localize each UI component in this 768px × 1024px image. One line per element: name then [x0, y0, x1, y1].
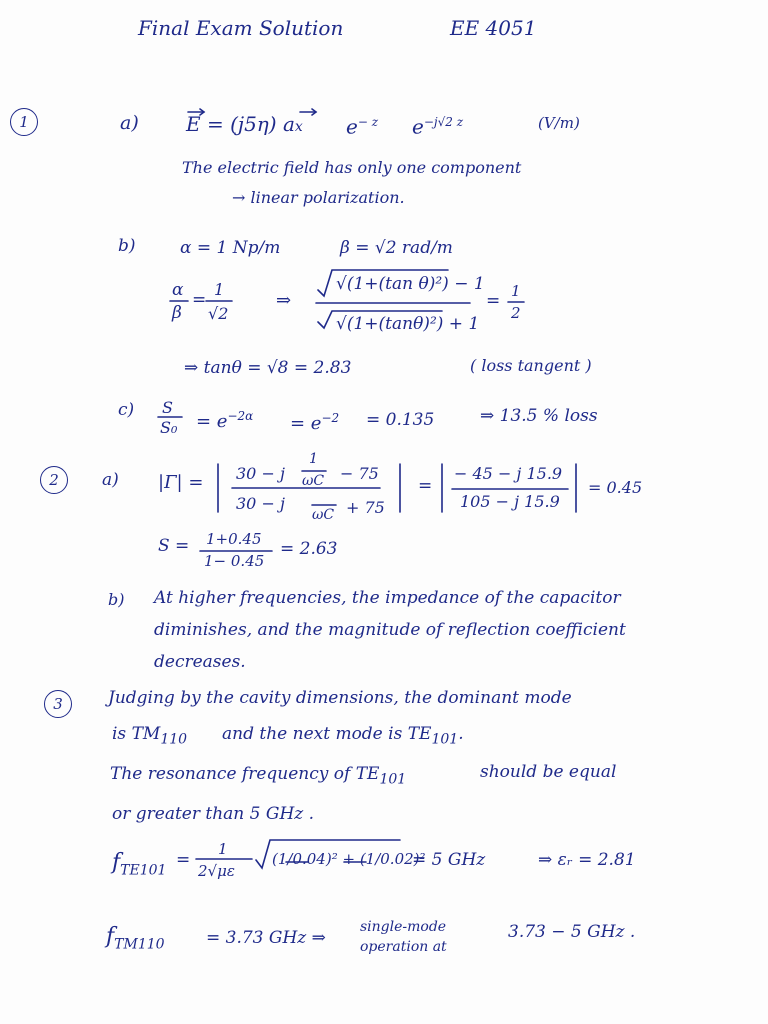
ratio-rhs-num: 1: [214, 280, 225, 299]
half-num: 1: [511, 282, 521, 300]
gamma-value: = 0.45: [588, 478, 643, 497]
f-tm: $f_{TM110}$: [106, 924, 165, 953]
implies-arrow: ⇒: [276, 290, 292, 311]
ratio-den: β: [172, 303, 182, 323]
s-lhs: S =: [158, 536, 190, 556]
s-den: 1− 0.45: [204, 552, 265, 570]
beta-value: β = √2 rad/m: [340, 238, 453, 258]
exp-expr-2: = $e^{-2}$: [290, 411, 340, 434]
epsilon-result: ⇒ εᵣ = 2.81: [538, 850, 636, 870]
exponent-1: $e^{- z}$: [346, 114, 379, 139]
exponent-2: $e^{-j√2 z}$: [412, 114, 464, 139]
course-code: EE 4051: [450, 16, 537, 40]
loss-tangent-note: ( loss tangent ): [470, 356, 592, 375]
num1-frac-den: ωC: [302, 473, 325, 489]
text-line: The resonance frequency of $TE_{101}$: [110, 764, 407, 788]
s-ratio-den: S₀: [160, 418, 178, 437]
num1-tail: − 75: [340, 464, 379, 483]
swr-value: = 2.63: [280, 539, 338, 559]
tan-result: ⇒ tanθ = √8 = 2.83: [184, 358, 352, 378]
frequency-range: 3.73 − 5 GHz .: [508, 922, 636, 942]
fraction-numerator: √(1+(tan θ)²) − 1: [336, 274, 485, 294]
note-line: → linear polarization.: [232, 188, 405, 207]
fraction-denominator: √(1+(tanθ)²) + 1: [336, 314, 480, 334]
den1: 30 − j: [236, 494, 285, 513]
f-te: $f_{TE101}$: [112, 850, 167, 879]
half-den: 2: [511, 304, 521, 322]
f-te-num: 1: [218, 840, 228, 858]
note-line: The electric field has only one component: [182, 158, 522, 177]
num1-frac-num: 1: [309, 451, 318, 467]
part-label: a): [102, 470, 119, 490]
field-equation: E = (j5η) ax: [186, 112, 303, 136]
attenuation-value: = 0.135: [366, 410, 435, 430]
f-te-den: 2√με: [198, 862, 235, 880]
text-line: is $TM_{110}$: [112, 724, 188, 748]
part-label: b): [108, 590, 125, 609]
f-te-value: = 5 GHz: [412, 850, 486, 870]
ratio-rhs-den: √2: [208, 304, 229, 323]
s-ratio-num: S: [162, 398, 173, 417]
page-title: Final Exam Solution: [138, 16, 344, 40]
num2: − 45 − j 15.9: [454, 464, 563, 483]
text-line: or greater than 5 GHz .: [112, 804, 315, 824]
explanation-line: diminishes, and the magnitude of reflection coefficient: [154, 620, 626, 640]
alpha-value: α = 1 Np/m: [180, 238, 281, 258]
equals: =: [176, 850, 191, 870]
explanation-line: decreases.: [154, 652, 246, 672]
part-label: b): [118, 236, 136, 256]
explanation-line: At higher frequencies, the impedance of the capacitor: [154, 588, 621, 608]
equals: =: [486, 291, 501, 311]
text-line: Judging by the cavity dimensions, the dominant mode: [108, 688, 572, 708]
units: (V/m): [538, 114, 580, 132]
loss-result: ⇒ 13.5 % loss: [480, 406, 598, 426]
gamma-lhs: |Γ| =: [158, 472, 204, 493]
f-te-root: (1/0.04)² + (1/0.02)²: [272, 850, 426, 868]
problem-number: 1: [10, 108, 38, 136]
f-tm-value: = 3.73 GHz ⇒: [206, 928, 326, 948]
ratio-num: α: [172, 280, 184, 300]
den2: 105 − j 15.9: [460, 492, 560, 511]
equals: =: [418, 476, 433, 496]
single-mode-label: single-mode: [360, 919, 447, 935]
s-num: 1+0.45: [206, 530, 262, 548]
single-mode-label: operation at: [360, 939, 447, 955]
text-line: and the next mode is $TE_{101}$.: [222, 724, 464, 748]
problem-number: 3: [44, 690, 72, 718]
num1: 30 − j: [236, 464, 285, 483]
text-line: should be equal: [480, 762, 617, 782]
equals: =: [192, 290, 207, 310]
part-label: c): [118, 400, 135, 420]
den1-frac-den: ωC: [312, 507, 335, 523]
exp-expr: = $e^{-2\alpha}$: [196, 409, 254, 432]
part-label: a): [120, 112, 139, 134]
den1-tail: + 75: [346, 498, 385, 517]
problem-number: 2: [40, 466, 68, 494]
